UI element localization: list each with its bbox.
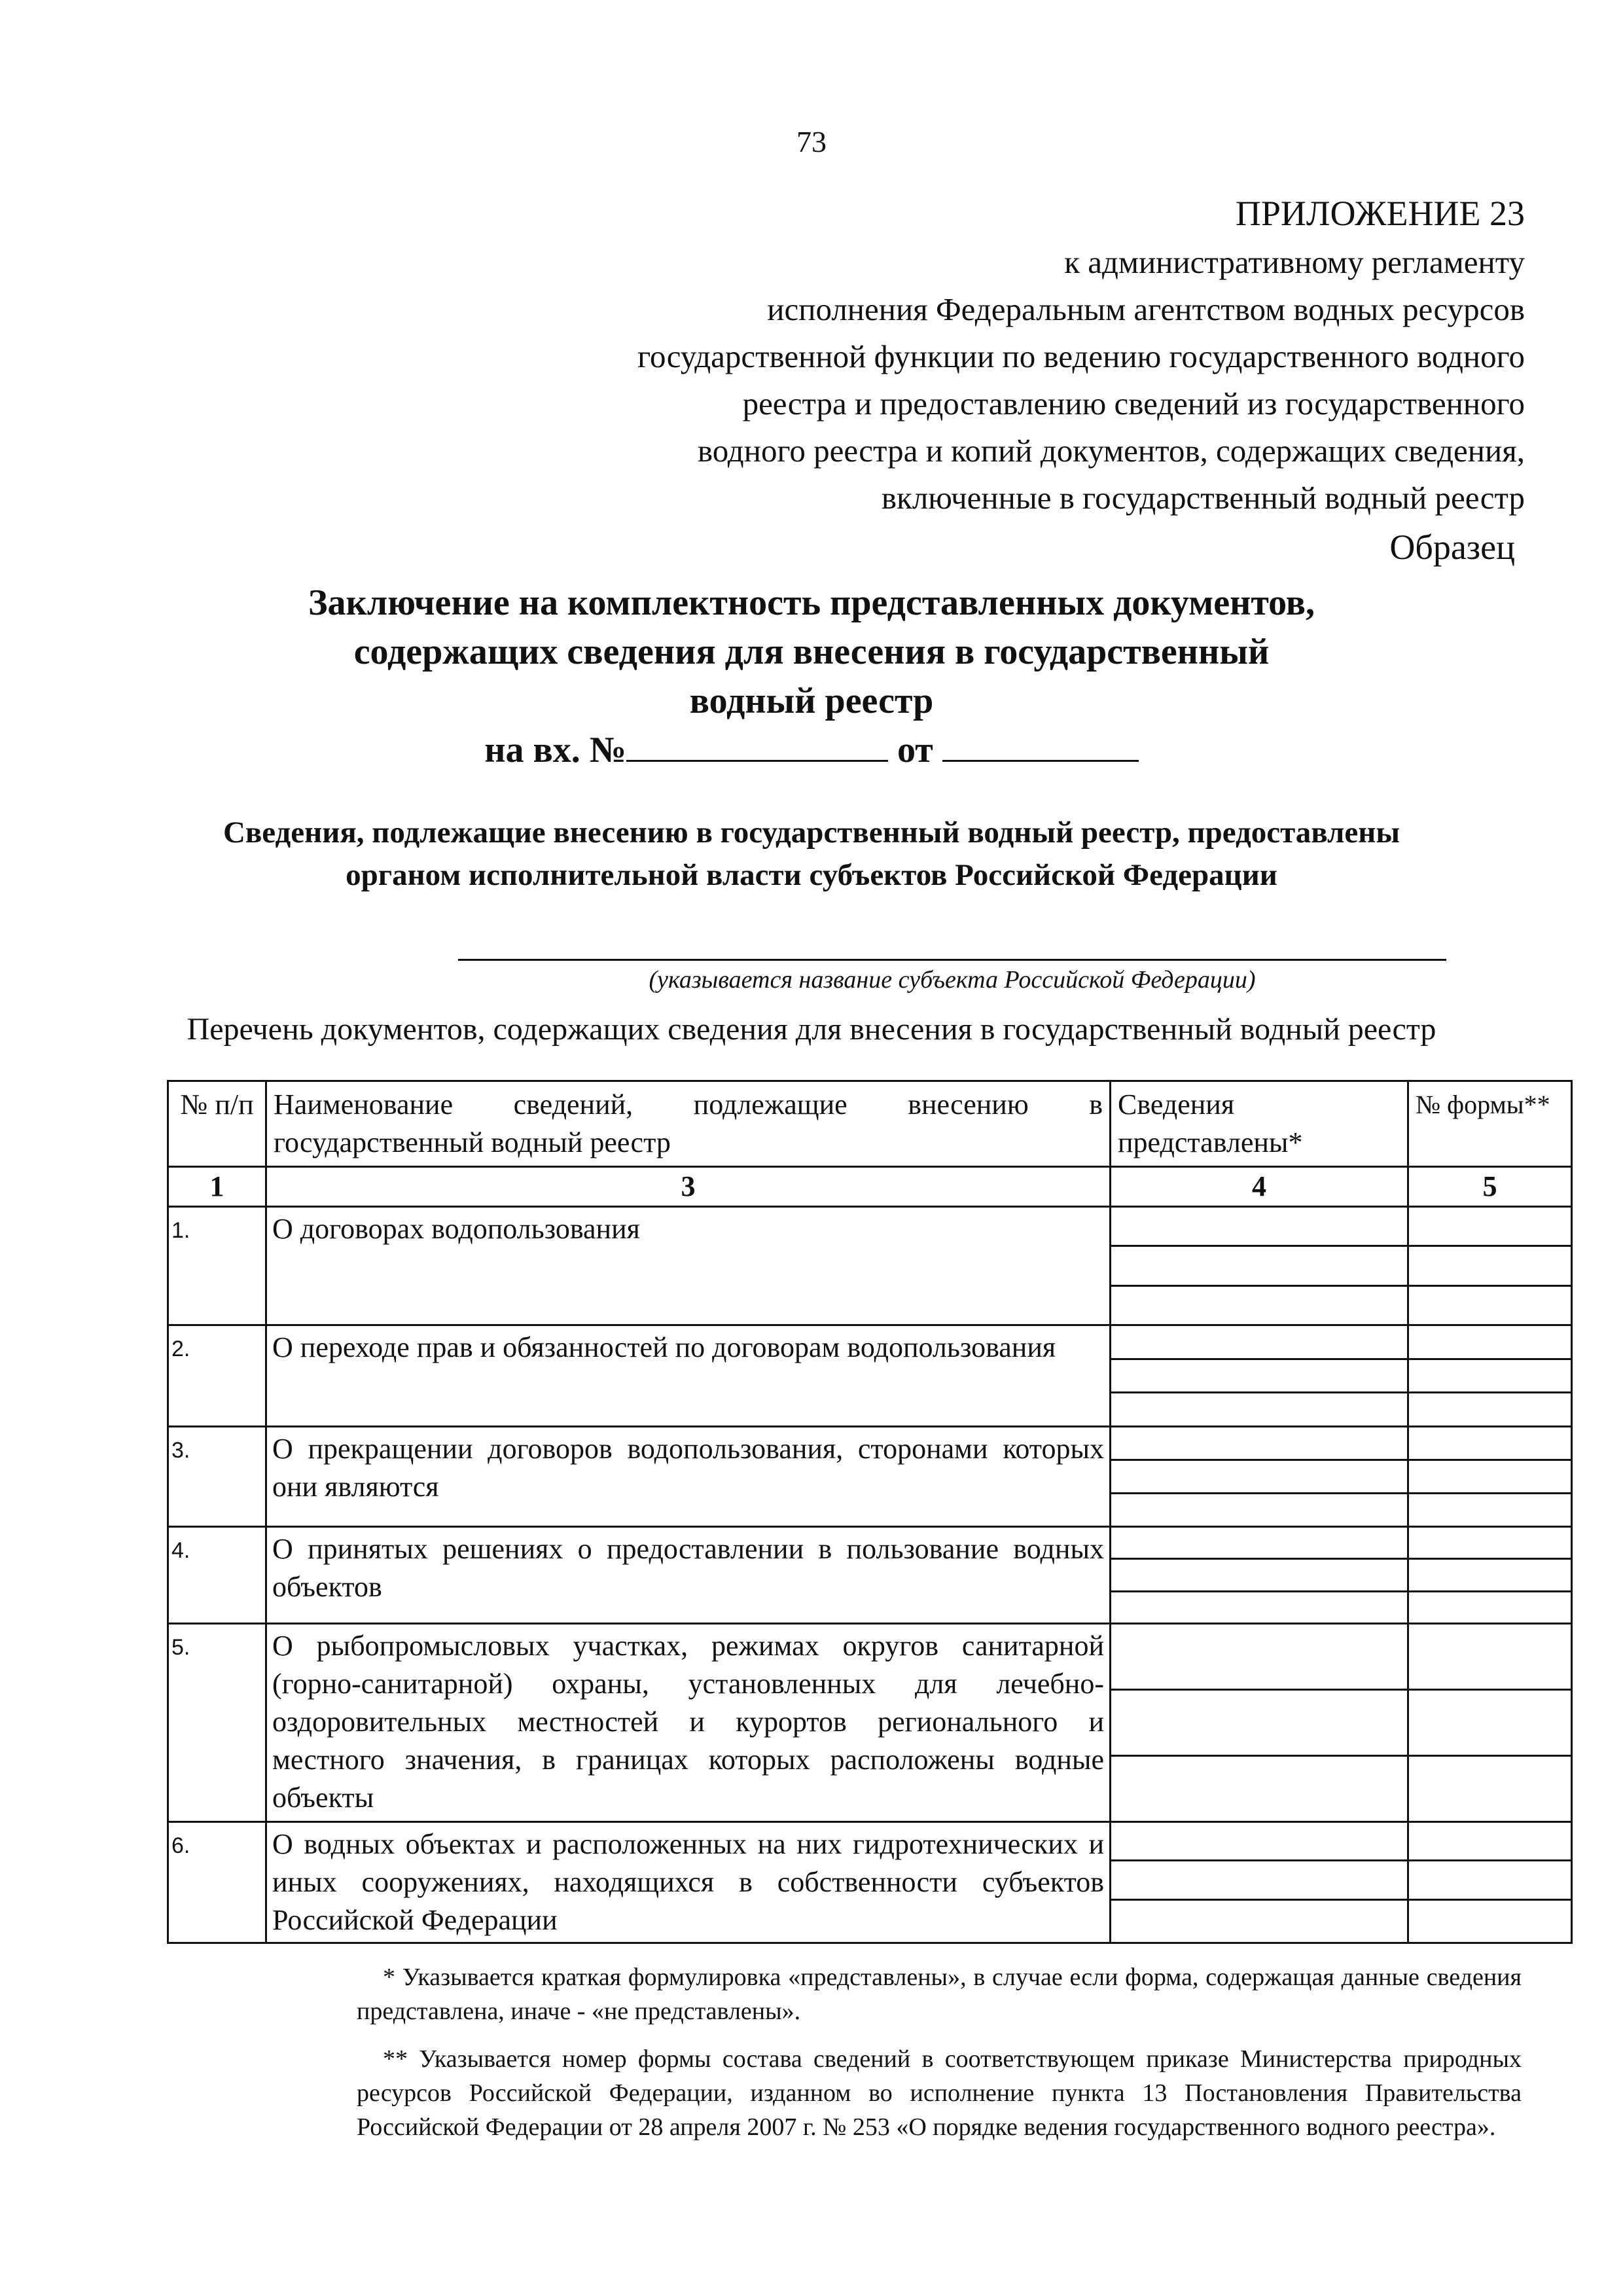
sample-label: Образец xyxy=(1389,528,1515,567)
page-number: 73 xyxy=(796,125,827,158)
provided-cell[interactable] xyxy=(1111,1822,1408,1943)
reference-number-field[interactable] xyxy=(626,731,888,762)
row-number: 5. xyxy=(168,1624,266,1822)
row-number: 4. xyxy=(168,1527,266,1624)
table-row xyxy=(168,1325,1572,1427)
header-name: Наименование сведений, подлежащие внесению в государственный водный реестр xyxy=(266,1081,1111,1167)
subject-name-field[interactable] xyxy=(458,959,1446,961)
appendix-line: исполнения Федеральным агентством водных ресурсов xyxy=(767,291,1525,327)
provided-cell[interactable] xyxy=(1111,1624,1408,1822)
appendix-line: государственной функции по ведению государственного водного xyxy=(637,338,1525,374)
row-number: 6. xyxy=(168,1822,266,1943)
table-row xyxy=(168,1427,1572,1527)
documents-table xyxy=(167,1080,1573,1944)
row-number: 1. xyxy=(168,1207,266,1325)
subheading: Сведения, подлежащие внесению в государственный водный реестр, предоставлены xyxy=(223,816,1400,850)
appendix-title: ПРИЛОЖЕНИЕ 23 xyxy=(1235,194,1525,233)
form-cell[interactable] xyxy=(1408,1427,1572,1527)
row-text: О договорах водопользования xyxy=(266,1207,1111,1325)
reference-date-field[interactable] xyxy=(942,731,1139,762)
list-title: Перечень документов, содержащих сведения для внесения в государственный водный реестр xyxy=(187,1012,1436,1047)
reference-line xyxy=(0,726,1623,774)
table-row xyxy=(168,1624,1572,1822)
document-title: Заключение на комплектность представленных документов, xyxy=(308,583,1315,623)
appendix-line: реестра и предоставлению сведений из государственного xyxy=(742,386,1525,422)
footnote-provided: * Указывается краткая формулировка «представлены», в случае если форма, содержащая данные сведения представлена, иначе - «не представлены». xyxy=(357,1964,1522,2025)
column-number: 1 xyxy=(168,1167,266,1207)
table-row xyxy=(168,1207,1572,1325)
form-cell[interactable] xyxy=(1408,1822,1572,1943)
header-num: № п/п xyxy=(168,1081,266,1167)
column-number: 5 xyxy=(1408,1167,1572,1207)
row-text: О переходе прав и обязанностей по договорам водопользования xyxy=(266,1325,1111,1427)
subheading: органом исполнительной власти субъектов Российской Федерации xyxy=(346,858,1277,892)
row-text: О рыбопромысловых участках, режимах округов санитарной (горно-санитарной) охраны, установленных для лечебно-оздоровительных местностей и курортов регионального и местного значения, в границах которых расположены водные объекты xyxy=(266,1624,1111,1822)
table-header-row xyxy=(168,1081,1572,1167)
form-cell[interactable] xyxy=(1408,1527,1572,1624)
row-text: О принятых решениях о предоставлении в пользование водных объектов xyxy=(266,1527,1111,1624)
row-text: О прекращении договоров водопользования, сторонами которых они являются xyxy=(266,1427,1111,1527)
row-number: 3. xyxy=(168,1427,266,1527)
document-title: водный реестр xyxy=(689,681,934,721)
subject-name-caption: (указывается название субъекта Российской Федерации) xyxy=(649,966,1256,994)
provided-cell[interactable] xyxy=(1111,1527,1408,1624)
appendix-line: водного реестра и копий документов, содержащих сведения, xyxy=(697,433,1525,469)
header-provided: Сведения представлены* xyxy=(1111,1081,1408,1167)
form-cell[interactable] xyxy=(1408,1325,1572,1427)
reference-number-label: на вх. № xyxy=(484,730,626,770)
provided-cell[interactable] xyxy=(1111,1427,1408,1527)
document-title: содержащих сведения для внесения в государственный xyxy=(353,632,1270,672)
provided-cell[interactable] xyxy=(1111,1325,1408,1427)
column-number: 4 xyxy=(1111,1167,1408,1207)
column-number: 3 xyxy=(266,1167,1111,1207)
provided-cell[interactable] xyxy=(1111,1207,1408,1325)
form-cell[interactable] xyxy=(1408,1207,1572,1325)
reference-date-label: от xyxy=(897,730,933,770)
column-number-row xyxy=(168,1167,1572,1207)
table-row xyxy=(168,1527,1572,1624)
row-text: О водных объектах и расположенных на них гидротехнических и иных сооружениях, находящихся в собственности субъектов Российской Федерации xyxy=(266,1822,1111,1943)
row-number: 2. xyxy=(168,1325,266,1427)
appendix-line: включенные в государственный водный реестр xyxy=(881,480,1525,516)
table-row xyxy=(168,1822,1572,1943)
appendix-line: к административному регламенту xyxy=(1064,244,1525,280)
form-cell[interactable] xyxy=(1408,1624,1572,1822)
footnote-form: ** Указывается номер формы состава сведений в соответствующем приказе Министерства природных ресурсов Российской Федерации, изданном во исполнение пункта 13 Постановления Правительства Российской Федерации от 28 апреля 2007 г. № 253 «О порядке ведения государственного водного реестра». xyxy=(357,2045,1522,2141)
header-form: № формы** xyxy=(1408,1081,1572,1167)
